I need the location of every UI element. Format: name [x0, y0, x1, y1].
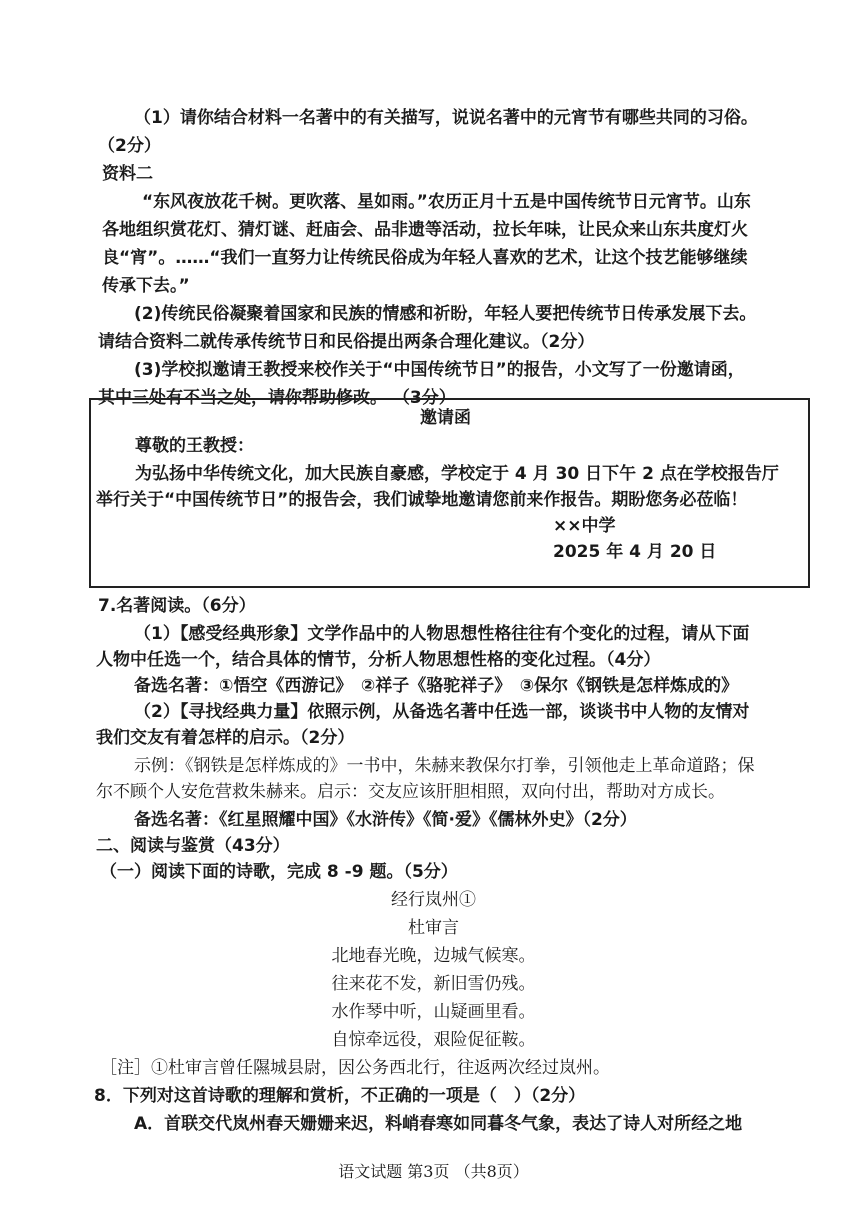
material2-line: 良“宵”。……“我们一直努力让传统民俗成为年轻人喜欢的艺术，让这个技艺能够继续 [102, 248, 748, 268]
q6-sub3-line: (3)学校拟邀请王教授来校作关于“中国传统节日”的报告，小文写了一份邀请函， [134, 360, 745, 380]
material2-line: 各地组织赏花灯、猜灯谜、赶庙会、品非遗等活动，拉长年味，让民众来山东共度灯火 [102, 220, 748, 240]
q7-heading: 7.名著阅读。（6分） [98, 596, 256, 616]
q7-sub1-line: （1）【感受经典形象】文学作品中的人物思想性格往往有个变化的过程，请从下面 [134, 624, 750, 644]
section2-heading: 二、阅读与鉴赏（43分） [96, 836, 290, 856]
page-footer: 语文试题 第3页 （共8页） [338, 1162, 529, 1181]
invitation-body-line: 举行关于“中国传统节日”的报告会，我们诚挚地邀请您前来作报告。期盼您务必莅临！ [96, 490, 748, 510]
invitation-body-line: 为弘扬中华传统文化，加大民族自豪感，学校定于 4 月 30 日下午 2 点在学校报告厅 [135, 464, 779, 484]
q7-sub2-options: 备选名著：《红星照耀中国》《水浒传》《简·爱》《儒林外史》（2分） [134, 810, 637, 830]
q6-sub2-line: 请结合资料二就传承传统节日和民俗提出两条合理化建议。（2分） [98, 332, 595, 352]
q7-sub2-line: 我们交友有着怎样的启示。（2分） [96, 728, 355, 748]
q8-stem: 8．下列对这首诗歌的理解和赏析，不正确的一项是（ ）（2分） [94, 1086, 586, 1106]
material2-title: 资料二 [102, 164, 153, 184]
poem-author: 杜审言 [408, 918, 459, 938]
poem-line: 北地春光晚，边城气候寒。 [331, 946, 536, 966]
section2-subheading: （一）阅读下面的诗歌，完成 8 -9 题。（5分） [100, 862, 458, 882]
poem-title: 经行岚州① [391, 890, 476, 910]
q7-sub1-options: 备选名著：①悟空《西游记》 ②祥子《骆驼祥子》 ③保尔《钢铁是怎样炼成的》 [134, 676, 739, 696]
q6-sub1-line2: （2分） [98, 136, 161, 156]
material2-line: 传承下去。” [102, 276, 190, 296]
poem-note: ［注］①杜审言曾任隰城县尉，因公务西北行，往返两次经过岚州。 [100, 1058, 610, 1078]
poem-line: 自惊牵远役，艰险促征鞍。 [331, 1030, 536, 1050]
q6-sub1-line1: （1）请你结合材料一名著中的有关描写，说说名著中的元宵节有哪些共同的习俗。 [134, 108, 758, 128]
material2-line: “东风夜放花千树。更吹落、星如雨。”农历正月十五是中国传统节日元宵节。山东 [142, 192, 751, 212]
invitation-salutation: 尊敬的王教授： [135, 436, 254, 456]
invitation-sender: ××中学 [553, 516, 616, 536]
poem-line: 水作琴中听，山疑画里看。 [331, 1002, 536, 1022]
invitation-date: 2025 年 4 月 20 日 [553, 542, 717, 562]
q7-sub2-line: （2）【寻找经典力量】依照示例，从备选名著中任选一部，谈谈书中人物的友情对 [134, 702, 750, 722]
q7-sub1-line: 人物中任选一个，结合具体的情节，分析人物思想性格的变化过程。（4分） [96, 650, 661, 670]
q6-sub2-line: (2)传统民俗凝聚着国家和民族的情感和祈盼，年轻人要把传统节日传承发展下去。 [134, 304, 757, 324]
poem-line: 往来花不发，新旧雪仍残。 [331, 974, 536, 994]
q8-option-a: A．首联交代岚州春天姗姗来迟，料峭春寒如同暮冬气象，表达了诗人对所经之地 [134, 1114, 743, 1134]
q6-sub3-line: 其中三处有不当之处，请你帮助修改。 （3分） [98, 388, 456, 408]
invitation-title: 邀请函 [420, 408, 471, 428]
q7-example-line: 示例：《钢铁是怎样炼成的》一书中，朱赫来教保尔打拳，引领他走上革命道路；保 [134, 756, 755, 776]
q7-example-line: 尔不顾个人安危营救朱赫来。启示：交友应该肝胆相照，双向付出，帮助对方成长。 [96, 782, 725, 802]
